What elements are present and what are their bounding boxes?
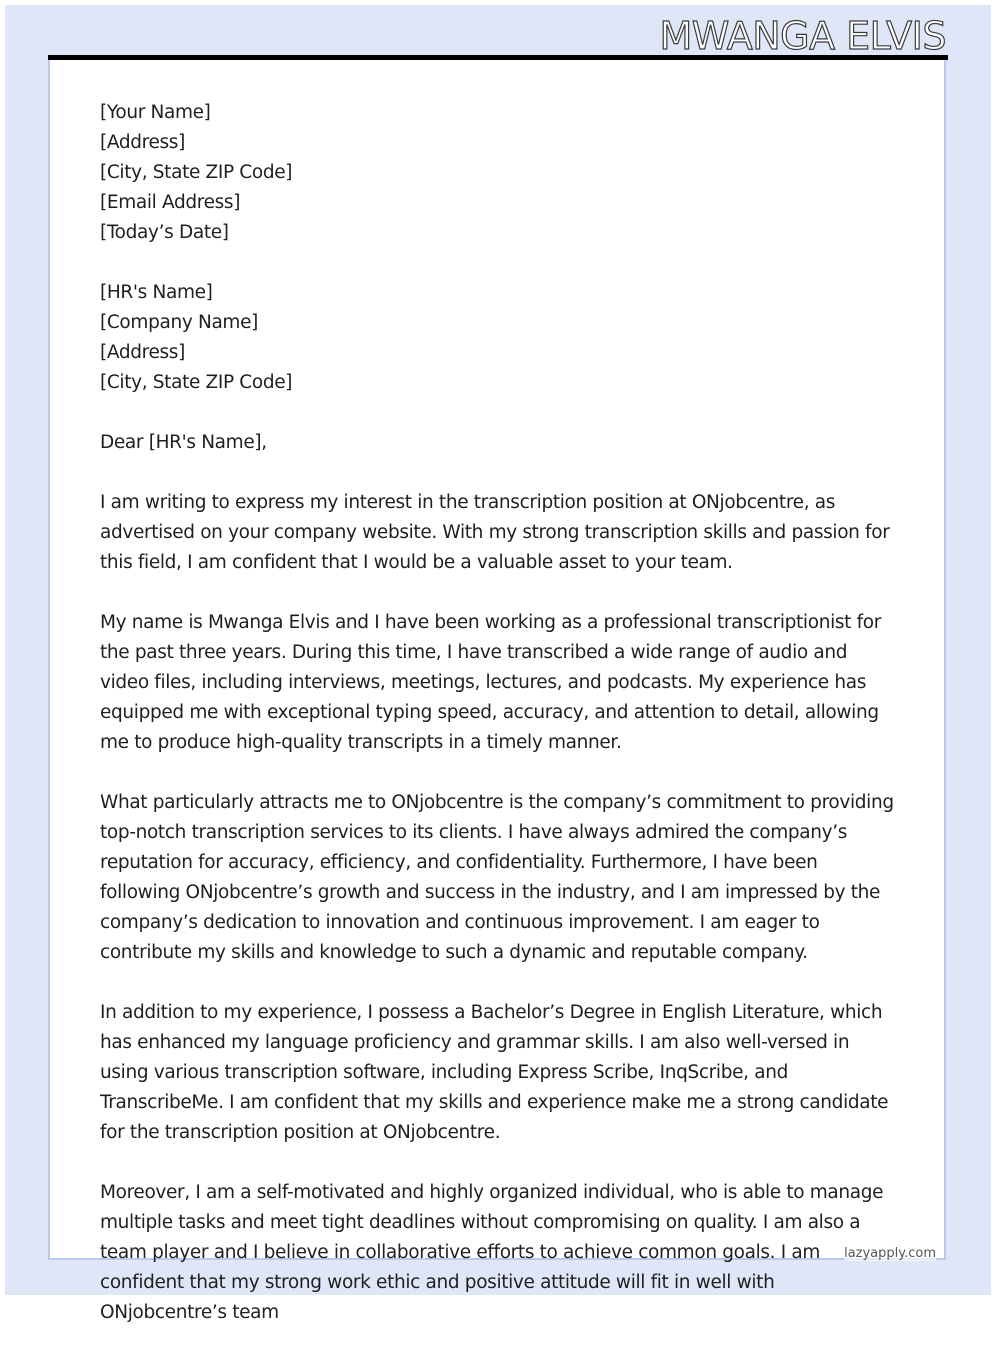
body-paragraph-motivation: What particularly attracts me to ONjobcentre is the company’s commitment to providing top-notch transcription services to its clients. I have always admired the company’s reputation for accuracy, efficiency, and confidentiality. Furthermore, I have been following ONjobcentre’s growth and success in the industry, and I am impressed by the company’s dedication to innovation and continuous improvement. I am eager to contribute my skills and knowledge to such a dynamic and reputable company. bbox=[100, 792, 894, 963]
body-paragraph-intro: I am writing to express my interest in the transcription position at ONjobcentre, as advertised on your company website. With my strong transcription skills and passion for this field, I am confident that I would be a valuable asset to your team. bbox=[100, 492, 890, 573]
recipient-address: [Address] bbox=[100, 342, 185, 363]
body-paragraph-qualities: Moreover, I am a self-motivated and highly organized individual, who is able to manage multiple tasks and meet tight deadlines without compromising on quality. I am also a team player and I believe in collaborative efforts to achieve common goals. I am confident that my strong work ethic and positive attitude will fit in well with ONjobcentre’s team bbox=[100, 1182, 884, 1323]
sender-city: [City, State ZIP Code] bbox=[100, 162, 293, 183]
body-paragraph-experience: My name is Mwanga Elvis and I have been working as a professional transcriptionist for the past three years. During this time, I have transcribed a wide range of audio and video files, including interviews, meetings, lectures, and podcasts. My experience has equipped me with exceptional typing speed, accuracy, and attention to detail, allowing me to produce high-quality transcripts in a timely manner. bbox=[100, 612, 881, 753]
recipient-company: [Company Name] bbox=[100, 312, 259, 333]
cover-letter-body bbox=[100, 98, 900, 1358]
salutation: Dear [HR's Name], bbox=[100, 432, 267, 453]
sender-name: [Your Name] bbox=[100, 102, 211, 123]
sender-email: [Email Address] bbox=[100, 192, 241, 213]
watermark-text: lazyapply.com bbox=[844, 1246, 936, 1261]
recipient-city: [City, State ZIP Code] bbox=[100, 372, 293, 393]
sender-address: [Address] bbox=[100, 132, 185, 153]
candidate-name-header: MWANGA ELVIS bbox=[659, 14, 946, 58]
body-paragraph-education: In addition to my experience, I possess a Bachelor’s Degree in English Literature, which has enhanced my language proficiency and grammar skills. I am also well-versed in using various transcription software, including Express Scribe, InqScribe, and TranscribeMe. I am confident that my skills and experience make me a strong candidate for the transcription position at ONjobcentre. bbox=[100, 1002, 889, 1143]
letter-date: [Today’s Date] bbox=[100, 222, 229, 243]
recipient-name: [HR's Name] bbox=[100, 282, 213, 303]
